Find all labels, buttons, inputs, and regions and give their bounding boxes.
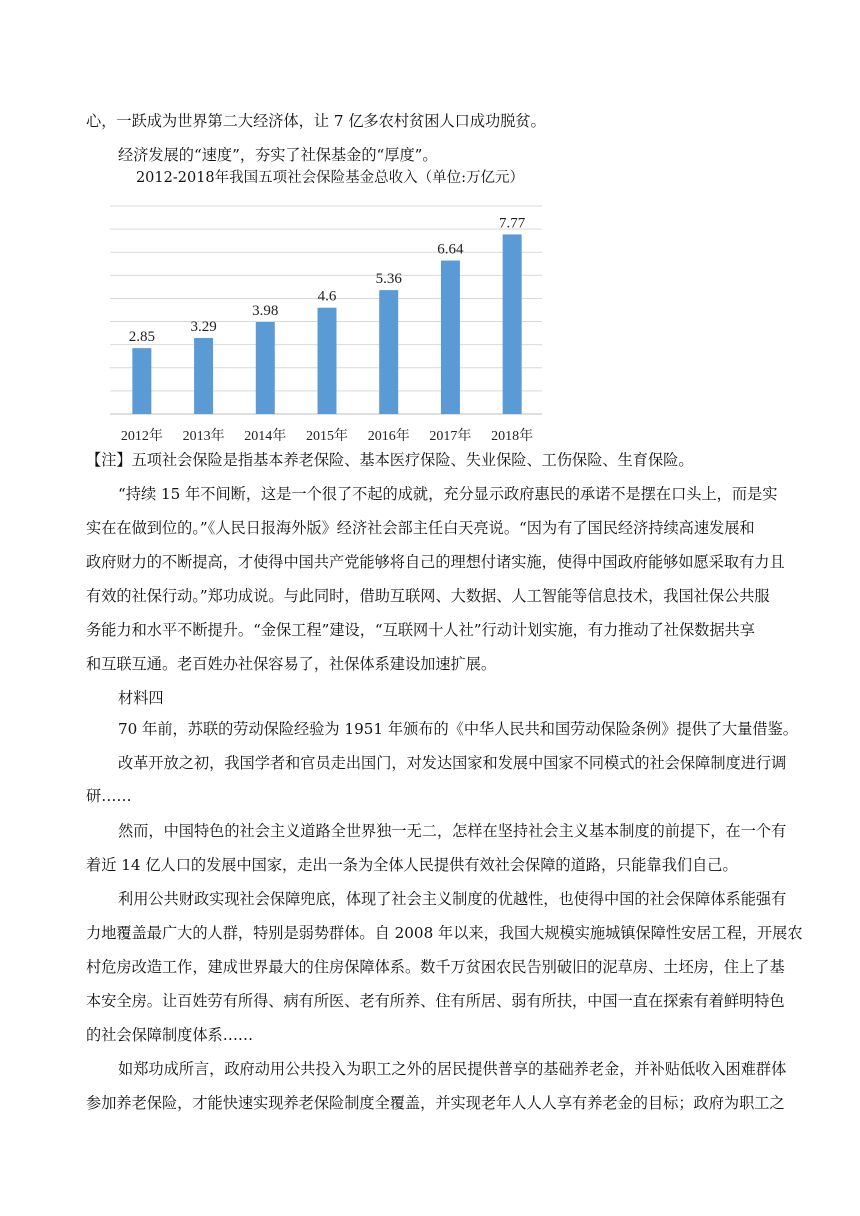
x-tick-label: 2015年	[306, 429, 348, 444]
section-heading: 材料四	[118, 689, 164, 707]
paragraph-unique-line: 着近 14 亿人口的发展中国家，走出一条为全体人民提供有效社会保障的道路，只能靠我们自己。	[86, 856, 738, 874]
paragraph-unique-line: 然而，中国特色的社会主义道路全世界独一无二，怎样在坚持社会主义基本制度的前提下，在一个有	[118, 822, 787, 840]
paragraph-quote-line: 务能力和水平不断提升。“金保工程”建设，“互联网十人社”行动计划实施，有力推动了社保数据共享	[86, 621, 755, 639]
paragraph-reform-line: 改革开放之初，我国学者和官员走出国门，对发达国家和发展中国家不同模式的社会保障制度进行调	[118, 754, 787, 772]
paragraph-finance-line: 利用公共财政实现社会保障兜底，体现了社会主义制度的优越性，也使得中国的社会保障体系能强有	[118, 890, 787, 908]
data-label: 6.64	[437, 241, 464, 258]
paragraph-finance-line: 本安全房。让百姓劳有所得、病有所医、老有所养、住有所居、弱有所扶，中国一直在探索有着鲜明特色	[86, 992, 785, 1010]
paragraph-zheng-line: 参加养老保险，才能快速实现养老保险制度全覆盖，并实现老年人人人享有养老金的目标；政府为职工之	[86, 1094, 785, 1112]
chart-title: 2012-2018年我国五项社会保险基金总收入（单位:万亿元）	[135, 170, 525, 186]
bar	[256, 322, 275, 414]
paragraph-reform-line: 研……	[86, 787, 132, 805]
data-label: 5.36	[375, 271, 402, 288]
paragraph-quote-line: 政府财力的不断提高，才使得中国共产党能够将自己的理想付诸实施，使得中国政府能够如愿采取有力且	[86, 553, 785, 571]
paragraph-finance-line: 村危房改造工作，建成世界最大的住房保障体系。数千万贫困农民告别破旧的泥草房、土坯房，住上了基	[86, 958, 785, 976]
x-tick-label: 2016年	[367, 429, 410, 444]
paragraph-soviet: 70 年前，苏联的劳动保险经验为 1951 年颁布的《中华人民共和国劳动保险条例》提供了大量借鉴。	[118, 720, 798, 738]
chart-note: 【注】五项社会保险是指基本养老保险、基本医疗保险、失业保险、工伤保险、生育保险。	[86, 451, 694, 469]
paragraph-speed-thickness: 经济发展的“速度”，夯实了社保基金的“厚度”。	[118, 146, 438, 164]
paragraph-quote-line: 和互联互通。老百姓办社保容易了，社保体系建设加速扩展。	[86, 655, 497, 673]
bar	[318, 308, 337, 414]
x-tick-label: 2013年	[182, 429, 225, 444]
x-tick-label: 2018年	[491, 429, 534, 444]
bar	[441, 261, 460, 414]
data-label: 4.6	[317, 288, 337, 305]
bar	[132, 348, 151, 414]
bar	[503, 234, 522, 414]
x-tick-label: 2017年	[429, 429, 472, 444]
data-label: 3.29	[190, 318, 217, 335]
data-label: 2.85	[128, 329, 155, 346]
paragraph-quote-line: 有效的社保行动。”郑功成说。与此同时，借助互联网、大数据、人工智能等信息技术，我国社保公共服	[86, 587, 770, 605]
paragraph-quote-line: “持续 15 年不间断，这是一个很了不起的成就，充分显示政府惠民的承诺不是摆在口头上，而是实	[118, 485, 778, 503]
paragraph-finance-line: 的社会保障制度体系……	[86, 1026, 254, 1044]
chart-svg	[110, 168, 550, 446]
data-label: 7.77	[499, 215, 526, 232]
bar	[379, 290, 398, 414]
x-tick-label: 2012年	[120, 429, 163, 444]
bar-chart	[110, 168, 550, 446]
paragraph-finance-line: 力地覆盖最广大的人群，特别是弱势群体。自 2008 年以来，我国大规模实施城镇保障性安居工程，开展农	[86, 924, 803, 942]
x-tick-label: 2014年	[244, 429, 287, 444]
paragraph-quote-line: 实在在做到位的。”《人民日报海外版》经济社会部主任白天亮说。“因为有了国民经济持续高速发展和	[86, 519, 755, 537]
data-label: 3.98	[252, 303, 279, 320]
bar	[194, 338, 213, 414]
paragraph-continuation: 心，一跃成为世界第二大经济体，让 7 亿多农村贫困人口成功脱贫。	[86, 112, 546, 130]
paragraph-zheng-line: 如郑功成所言，政府动用公共投入为职工之外的居民提供普享的基础养老金，并补贴低收入困难群体	[118, 1060, 787, 1078]
